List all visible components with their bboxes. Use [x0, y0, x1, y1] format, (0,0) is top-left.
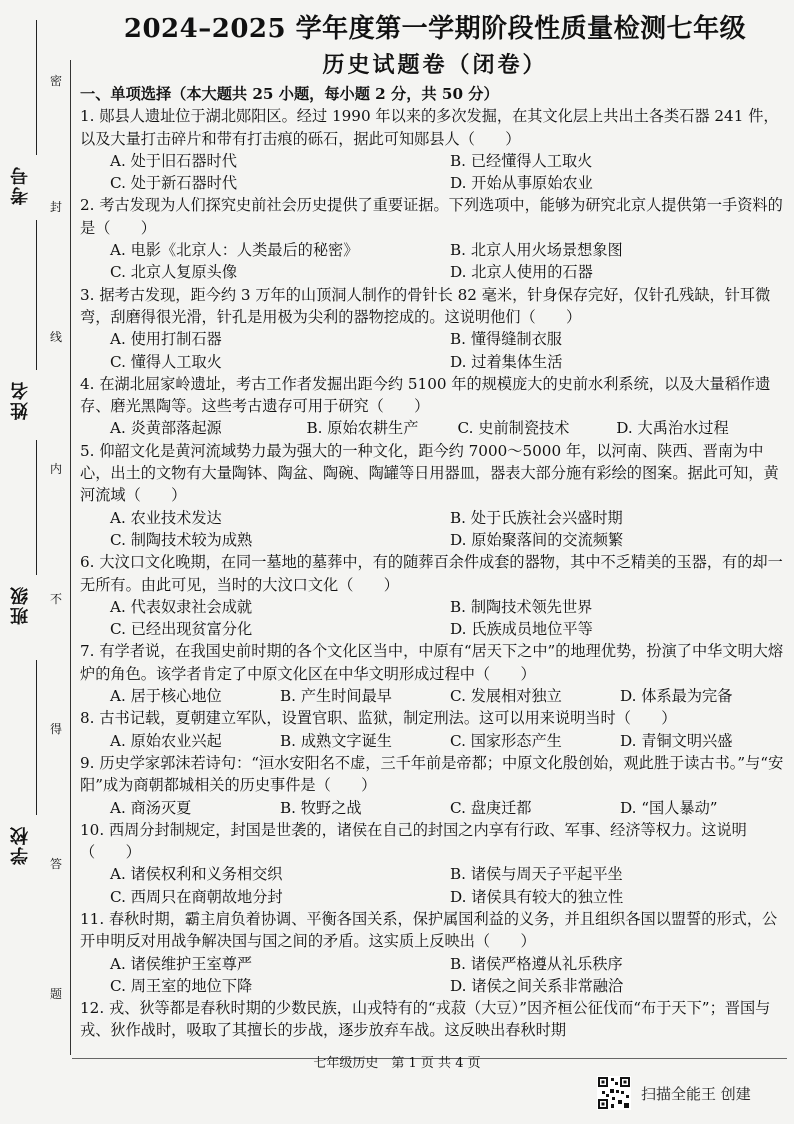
seal-char: 线	[49, 330, 62, 344]
question	[80, 707, 790, 752]
question-text: 11. 春秋时期，霸主肩负着协调、平衡各国关系，保护属国利益的义务，并且组织各国以盟誓的形式，公开申明反对用战争解决国与国之间的矛盾。这实质上反映出（ ）	[80, 909, 778, 951]
seal-char: 密	[49, 74, 62, 88]
question-text: 7. 有学者说，在我国史前时期的各个文化区当中，中原有“居天下之中”的地理优势，扮演了中华文明大熔炉的角色。该学者肯定了中原文化区在中华文明形成过程中（ ）	[80, 642, 784, 683]
option: B. 北京人用火场景想象图	[450, 241, 623, 260]
field-line	[36, 220, 37, 370]
option: C. 国家形态产生	[450, 731, 562, 750]
option: D. 开始从事原始农业	[450, 174, 593, 193]
question	[80, 819, 790, 908]
option: C. 北京人复原头像	[110, 263, 238, 282]
option: A. 炎黄部落起源	[110, 419, 222, 438]
scanner-watermark: 扫描全能王 创建	[641, 1085, 751, 1103]
option-list	[80, 953, 790, 998]
option: D. “国人暴动”	[620, 798, 718, 817]
option: A. 处于旧石器时代	[110, 151, 237, 170]
question	[80, 908, 790, 997]
field-line	[36, 660, 37, 815]
seal-char: 答	[49, 857, 62, 871]
option: D. 过着集体生活	[450, 352, 563, 371]
seal-line	[70, 60, 71, 1055]
option: B. 懂得缝制衣服	[450, 330, 562, 349]
field-name: 姓名	[10, 380, 31, 420]
question-text: 4. 在湖北屈家岭遗址，考古工作者发掘出距今约 5100 年的规模庞大的史前水利系统，以及大量稻作遗存、磨光黑陶等。这些考古遗存可用于研究（ ）	[80, 374, 771, 416]
question-text: 2. 考古发现为人们探究史前社会历史提供了重要证据。下列选项中，能够为研究北京人提供第一手资料的是（ ）	[80, 196, 783, 237]
option: D. 大禹治水过程	[616, 419, 729, 438]
option-list	[80, 239, 790, 284]
option: C. 已经出现贫富分化	[110, 620, 253, 639]
option: D. 诸侯具有较大的独立性	[450, 887, 624, 906]
option: C. 周王室的地位下降	[110, 976, 253, 995]
question-text: 1. 郧县人遗址位于湖北郧阳区。经过 1990 年以来的多次发掘，在其文化层上共出土各类石器 241 件，以及大量打击碎片和带有打击痕的砾石，据此可知郧县人（ ）	[80, 107, 779, 148]
option-list	[80, 730, 790, 752]
section-heading: 一、单项选择（本大题共 25 小题，每小题 2 分，共 50 分）	[80, 85, 499, 103]
option: C. 处于新石器时代	[110, 174, 238, 193]
option: C. 盘庚迁都	[450, 798, 532, 817]
page-footer: 七年级历史 第 1 页 共 4 页	[313, 1056, 481, 1071]
option: A. 诸侯维护王室尊严	[110, 954, 253, 973]
qr-code-icon	[597, 1076, 631, 1110]
option-list	[80, 150, 790, 195]
option: A. 商汤灭夏	[110, 798, 192, 817]
question-text: 10. 西周分封制规定，封国是世袭的，诸侯在自己的封国之内享有行政、军事、经济等权力。这说明（ ）	[80, 820, 747, 862]
option-list	[80, 685, 790, 707]
question	[80, 105, 790, 194]
question-text: 5. 仰韶文化是黄河流域势力最为强大的一种文化，距今约 7000～5000 年，以河南、陕西、晋南为中心，出土的文物有大量陶钵、陶盆、陶碗、陶罐等日用器皿，器表大部分施有彩绘的图案。据此可知，黄河流域（ ）	[80, 441, 779, 505]
option: C. 史前制瓷技术	[457, 419, 570, 438]
option: B. 原始农耕生产	[306, 419, 419, 438]
option: B. 产生时间最早	[280, 687, 392, 706]
option: A. 代表奴隶社会成就	[110, 597, 253, 616]
question	[80, 997, 790, 1042]
option: B. 牧野之战	[280, 798, 362, 817]
option: B. 制陶技术领先世界	[450, 597, 593, 616]
option: D. 氏族成员地位平等	[450, 620, 593, 639]
option: D. 北京人使用的石器	[450, 263, 593, 282]
option: C. 懂得人工取火	[110, 352, 222, 371]
question-text: 6. 大汶口文化晚期，在同一墓地的墓葬中，有的随葬百余件成套的器物，其中不乏精美的玉器，有的却一无所有。由此可见，当时的大汶口文化（ ）	[80, 553, 783, 594]
option-list	[80, 863, 790, 908]
question	[80, 194, 790, 283]
option: A. 居于核心地位	[110, 687, 222, 706]
seal-char: 题	[49, 987, 62, 1001]
exam-subtitle: 历史试题卷（闭卷）	[322, 52, 548, 78]
binding-margin	[0, 0, 72, 1060]
option: A. 农业技术发达	[110, 508, 222, 527]
question	[80, 551, 790, 640]
field-exam-number: 考号	[10, 165, 31, 205]
option: B. 处于氏族社会兴盛时期	[450, 508, 623, 527]
seal-char: 得	[49, 722, 62, 736]
field-school: 学校	[10, 825, 31, 865]
option: D. 诸侯之间关系非常融洽	[450, 976, 624, 995]
option: B. 已经懂得人工取火	[450, 151, 593, 170]
question-text: 9. 历史学家郭沫若诗句：“洹水安阳名不虚，三千年前是帝都；中原文化殷创始，观此胜于读古书。”与“安阳”成为商朝都城相关的历史事件是（ ）	[80, 753, 784, 795]
option: C. 发展相对独立	[450, 687, 562, 706]
option: A. 原始农业兴起	[110, 731, 222, 750]
option-list	[80, 797, 790, 819]
option-list	[80, 596, 790, 641]
option-list	[80, 417, 790, 439]
question-text: 12. 戎、狄等都是春秋时期的少数民族，山戎特有的“戎菽（大豆）”因齐桓公征伐而“布于天下”；晋国与戎、狄作战时，吸取了其擅长的步战，逐步放弃车战。这反映出春秋时期	[80, 999, 771, 1040]
question-body	[80, 83, 790, 1042]
seal-char: 内	[49, 462, 62, 476]
question	[80, 752, 790, 819]
option: A. 诸侯权利和义务相交织	[110, 865, 283, 884]
option: D. 青铜文明兴盛	[620, 731, 733, 750]
option-list	[80, 507, 790, 552]
option: D. 体系最为完备	[620, 687, 733, 706]
option: C. 制陶技术较为成熟	[110, 530, 253, 549]
option: B. 诸侯严格遵从礼乐秩序	[450, 954, 623, 973]
option: B. 成熟文字诞生	[280, 731, 392, 750]
field-line	[36, 20, 37, 155]
seal-char: 封	[49, 200, 62, 214]
field-class: 班级	[10, 585, 31, 625]
option: B. 诸侯与周天子平起平坐	[450, 865, 623, 884]
seal-char: 不	[49, 592, 62, 606]
option: A. 电影《北京人：人类最后的秘密》	[110, 241, 359, 260]
exam-title: 2024–2025 学年度第一学期阶段性质量检测七年级	[123, 14, 747, 44]
question-text: 8. 古书记载，夏朝建立军队，设置官职、监狱，制定刑法。这可以用来说明当时（ ）	[80, 709, 677, 728]
question	[80, 284, 790, 373]
option: D. 原始聚落间的交流频繁	[450, 530, 624, 549]
question	[80, 373, 790, 440]
field-line	[36, 440, 37, 575]
question	[80, 640, 790, 707]
question	[80, 440, 790, 551]
question-text: 3. 据考古发现，距今约 3 万年的山顶洞人制作的骨针长 82 毫米，针身保存完好，仅针孔残缺，针耳微弯，刮磨得很光滑，针孔是用极为尖利的器物挖成的。这说明他们（ ）	[80, 285, 771, 326]
option: A. 使用打制石器	[110, 330, 222, 349]
option: C. 西周只在商朝故地分封	[110, 887, 283, 906]
option-list	[80, 328, 790, 373]
